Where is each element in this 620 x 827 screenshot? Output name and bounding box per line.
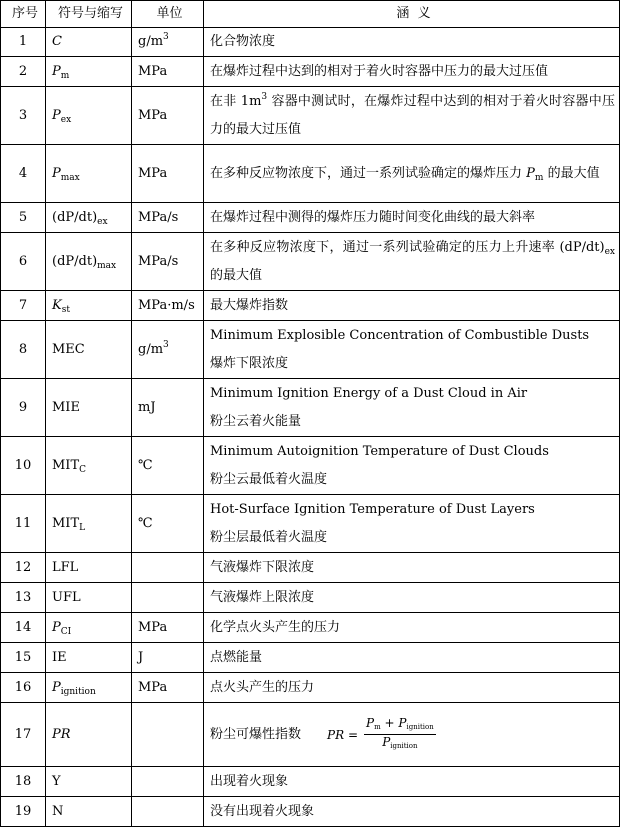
row-number: 6 [1, 233, 46, 291]
row-symbol: MIE [46, 379, 132, 437]
description-cn: 粉尘云最低着火温度 [210, 471, 328, 487]
row-number: 13 [1, 583, 46, 613]
row-number: 7 [1, 291, 46, 321]
row-symbol: $P_{max}$ [46, 145, 132, 203]
row-description [204, 703, 620, 767]
row-unit: ℃ [132, 495, 204, 553]
row-number: 17 [1, 703, 46, 767]
row-description: 气液爆炸下限浓度 [204, 553, 620, 583]
row-description: 在非 $1m^3$ 容器中测试时，在爆炸过程中达到的相对于着火时容器中压力的最大过压值 [204, 87, 620, 145]
row-description: 出现着火现象 [204, 767, 620, 797]
row-unit: ℃ [132, 437, 204, 495]
row-symbol: $P_{CI}$ [46, 613, 132, 643]
row-description: 化合物浓度 [204, 28, 620, 57]
row-number: 11 [1, 495, 46, 553]
row-unit: $g/m^3$ [132, 321, 204, 379]
table-row [1, 145, 620, 203]
row-number: 10 [1, 437, 46, 495]
row-description: 在多种反应物浓度下，通过一系列试验确定的压力上升速率 $(dP/dt)_{ex}$ 的最大值 [204, 233, 620, 291]
row-number: 3 [1, 87, 46, 145]
row-symbol: $(dP/dt)_{ex}$ [46, 203, 132, 233]
row-number: 5 [1, 203, 46, 233]
formula-lhs: PR = [327, 727, 358, 742]
table-row [1, 379, 620, 437]
row-symbol: $(dP/dt)_{max}$ [46, 233, 132, 291]
row-unit: MPa [132, 613, 204, 643]
formula-numerator: Pm + Pignition [364, 716, 436, 735]
row-description: 点燃能量 [204, 643, 620, 673]
row-unit: $g/m^3$ [132, 28, 204, 57]
row-description [204, 321, 620, 379]
row-symbol: Y [46, 767, 132, 797]
header-row [1, 1, 620, 28]
table-row [1, 495, 620, 553]
row-unit [132, 583, 204, 613]
row-number: 16 [1, 673, 46, 703]
row-description: 在爆炸过程中达到的相对于着火时容器中压力的最大过压值 [204, 57, 620, 87]
row-symbol: C [46, 28, 132, 57]
table-row [1, 797, 620, 827]
row-symbol: $K_{st}$ [46, 291, 132, 321]
row-unit [132, 553, 204, 583]
row-unit [132, 797, 204, 827]
description-en: Minimum Ignition Energy of a Dust Cloud in Air [210, 385, 528, 401]
table-row [1, 203, 620, 233]
description-cn: 爆炸下限浓度 [210, 355, 289, 371]
row-number: 18 [1, 767, 46, 797]
row-description: 最大爆炸指数 [204, 291, 620, 321]
row-unit: MPa/s [132, 203, 204, 233]
row-description: 点火头产生的压力 [204, 673, 620, 703]
table-row [1, 583, 620, 613]
header-meaning: 涵 义 [204, 1, 620, 28]
row-unit [132, 703, 204, 767]
header-no: 序号 [1, 1, 46, 28]
row-description [204, 437, 620, 495]
formula-denominator: Pignition [382, 735, 418, 750]
row-description: 化学点火头产生的压力 [204, 613, 620, 643]
row-symbol: N [46, 797, 132, 827]
header-unit: 单位 [132, 1, 204, 28]
formula-row [210, 716, 615, 753]
table-row [1, 233, 620, 291]
row-number: 2 [1, 57, 46, 87]
row-unit: J [132, 643, 204, 673]
table-row [1, 673, 620, 703]
row-symbol: MEC [46, 321, 132, 379]
row-number: 15 [1, 643, 46, 673]
description-en: Minimum Explosible Concentration of Combustible Dusts [210, 327, 590, 343]
table-row [1, 703, 620, 767]
row-description: 在爆炸过程中测得的爆炸压力随时间变化曲线的最大斜率 [204, 203, 620, 233]
row-symbol: $MIT_L$ [46, 495, 132, 553]
row-symbol: UFL [46, 583, 132, 613]
row-unit: MPa [132, 673, 204, 703]
row-number: 4 [1, 145, 46, 203]
table-row [1, 613, 620, 643]
row-symbol: $P_{ex}$ [46, 87, 132, 145]
table-row [1, 291, 620, 321]
table-row [1, 57, 620, 87]
row-description [204, 495, 620, 553]
row-number: 12 [1, 553, 46, 583]
formula-fraction [364, 716, 436, 753]
row-symbol: $P_m$ [46, 57, 132, 87]
row-description [204, 379, 620, 437]
table-row [1, 437, 620, 495]
row-unit: MPa [132, 87, 204, 145]
row-unit: MPa·m/s [132, 291, 204, 321]
table-row [1, 321, 620, 379]
row-number: 8 [1, 321, 46, 379]
row-symbol: IE [46, 643, 132, 673]
row-number: 14 [1, 613, 46, 643]
row-symbol: PR [46, 703, 132, 767]
row-description: 在多种反应物浓度下，通过一系列试验确定的爆炸压力 $P_m$ 的最大值 [204, 145, 620, 203]
table-row [1, 553, 620, 583]
description-cn: 粉尘层最低着火温度 [210, 529, 328, 545]
row-symbol: $P_{ignition}$ [46, 673, 132, 703]
description-cn: 粉尘云着火能量 [210, 413, 302, 429]
table-row [1, 767, 620, 797]
row-number: 19 [1, 797, 46, 827]
row-description: 气液爆炸上限浓度 [204, 583, 620, 613]
row-symbol: LFL [46, 553, 132, 583]
row-unit: mJ [132, 379, 204, 437]
description-text: 粉尘可爆性指数 [210, 726, 302, 742]
description-en: Minimum Autoignition Temperature of Dust Clouds [210, 443, 549, 459]
row-unit: MPa/s [132, 233, 204, 291]
row-number: 1 [1, 28, 46, 57]
row-symbol: $MIT_C$ [46, 437, 132, 495]
row-unit: MPa [132, 57, 204, 87]
header-symbol: 符号与缩写 [46, 1, 132, 28]
table-row [1, 643, 620, 673]
row-unit [132, 767, 204, 797]
table-row [1, 28, 620, 57]
description-en: Hot-Surface Ignition Temperature of Dust Layers [210, 501, 535, 517]
row-unit: MPa [132, 145, 204, 203]
row-description: 没有出现着火现象 [204, 797, 620, 827]
row-number: 9 [1, 379, 46, 437]
table-row [1, 87, 620, 145]
